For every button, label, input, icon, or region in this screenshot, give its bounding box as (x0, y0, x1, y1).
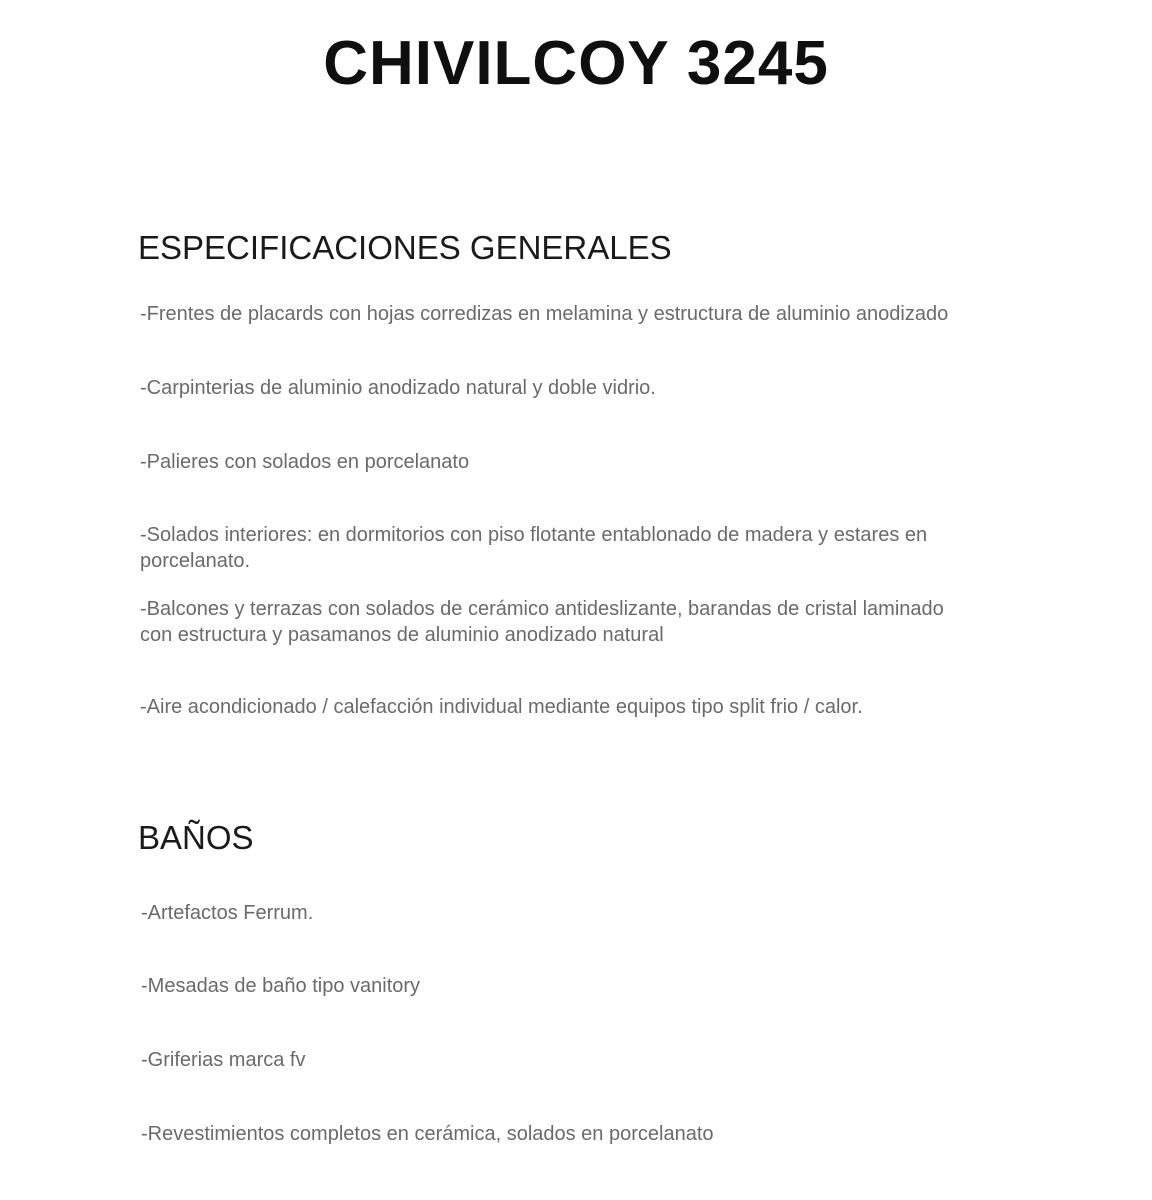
bano-item-mesadas: -Mesadas de baño tipo vanitory (141, 975, 421, 997)
bano-item-revestimientos: -Revestimientos completos en cerámica, solados en porcelanato (141, 1123, 714, 1145)
spec-item-aire-acondicionado: -Aire acondicionado / calefacción individual mediante equipos tipo split frio / calor. (140, 696, 863, 718)
spec-item-palieres: -Palieres con solados en porcelanato (140, 451, 470, 473)
bano-item-artefactos: -Artefactos Ferrum. (141, 902, 314, 924)
spec-item-placards: -Frentes de placards con hojas corredizas en melamina y estructura de aluminio anodizado (140, 303, 949, 325)
section-heading-especificaciones: ESPECIFICACIONES GENERALES (138, 229, 672, 266)
spec-item-solados-interiores: -Solados interiores: en dormitorios con piso flotante entablonado de madera y estares en porcelanato. (140, 524, 928, 572)
spec-item-balcones: -Balcones y terrazas con solados de cerámico antideslizante, barandas de cristal laminado con estructura y pasamanos de aluminio anodizado natural (140, 598, 944, 646)
bano-item-griferias: -Griferias marca fv (141, 1049, 306, 1071)
document-title: CHIVILCOY 3245 (323, 29, 829, 98)
section-heading-banos: BAÑOS (138, 819, 254, 856)
spec-item-carpinterias: -Carpinterias de aluminio anodizado natural y doble vidrio. (140, 377, 656, 399)
